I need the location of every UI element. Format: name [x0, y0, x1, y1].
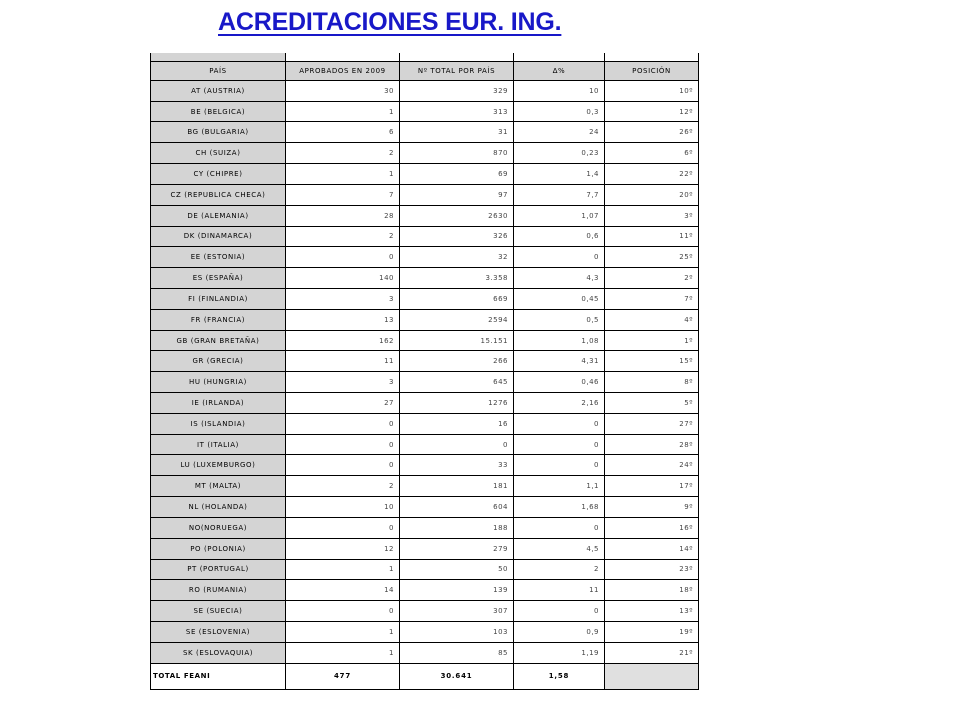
table-row — [151, 205, 699, 226]
table-row — [151, 351, 699, 372]
header-total-por-pais: Nº TOTAL POR PAÍS — [400, 62, 514, 81]
row-country: IT (ITALIA) — [151, 434, 286, 455]
row-delta-percent: 10 — [514, 80, 605, 101]
row-delta-percent: 0 — [514, 601, 605, 622]
row-posicion: 15º — [605, 351, 699, 372]
row-posicion: 17º — [605, 476, 699, 497]
table-row — [151, 309, 699, 330]
table-header-row — [151, 62, 699, 81]
row-delta-percent: 0,3 — [514, 101, 605, 122]
row-posicion: 8º — [605, 372, 699, 393]
row-total-por-pais: 188 — [400, 517, 514, 538]
row-total-por-pais: 3.358 — [400, 268, 514, 289]
row-delta-percent: 0 — [514, 517, 605, 538]
row-total-por-pais: 69 — [400, 164, 514, 185]
row-total-por-pais: 181 — [400, 476, 514, 497]
header-posicion: POSICIÓN — [605, 62, 699, 81]
row-aprobados: 0 — [286, 517, 400, 538]
row-aprobados: 12 — [286, 538, 400, 559]
row-country: BG (BULGARIA) — [151, 122, 286, 143]
total-delta-percent: 1,58 — [514, 663, 605, 689]
table-row — [151, 455, 699, 476]
row-total-por-pais: 870 — [400, 143, 514, 164]
row-total-por-pais: 31 — [400, 122, 514, 143]
row-posicion: 28º — [605, 434, 699, 455]
row-country: NL (HOLANDA) — [151, 497, 286, 518]
row-country: LU (LUXEMBURGO) — [151, 455, 286, 476]
header-aprobados: APROBADOS EN 2009 — [286, 62, 400, 81]
row-total-por-pais: 307 — [400, 601, 514, 622]
row-aprobados: 0 — [286, 601, 400, 622]
row-total-por-pais: 669 — [400, 288, 514, 309]
row-total-por-pais: 33 — [400, 455, 514, 476]
row-delta-percent: 0,6 — [514, 226, 605, 247]
row-aprobados: 1 — [286, 642, 400, 663]
table-row — [151, 538, 699, 559]
row-posicion: 22º — [605, 164, 699, 185]
row-total-por-pais: 139 — [400, 580, 514, 601]
row-aprobados: 2 — [286, 226, 400, 247]
table-row — [151, 122, 699, 143]
row-country: CZ (REPUBLICA CHECA) — [151, 184, 286, 205]
row-country: PO (POLONIA) — [151, 538, 286, 559]
table-row — [151, 80, 699, 101]
row-aprobados: 7 — [286, 184, 400, 205]
row-total-por-pais: 16 — [400, 413, 514, 434]
table-row — [151, 642, 699, 663]
row-posicion: 10º — [605, 80, 699, 101]
row-delta-percent: 0,46 — [514, 372, 605, 393]
row-delta-percent: 1,19 — [514, 642, 605, 663]
row-posicion: 4º — [605, 309, 699, 330]
row-country: MT (MALTA) — [151, 476, 286, 497]
table-row — [151, 330, 699, 351]
row-aprobados: 1 — [286, 621, 400, 642]
table-row — [151, 143, 699, 164]
row-country: FI (FINLANDIA) — [151, 288, 286, 309]
row-aprobados: 3 — [286, 288, 400, 309]
row-aprobados: 0 — [286, 247, 400, 268]
table-top-spacer — [151, 53, 699, 62]
row-total-por-pais: 2594 — [400, 309, 514, 330]
row-aprobados: 0 — [286, 413, 400, 434]
total-posicion — [605, 663, 699, 689]
row-delta-percent: 1,1 — [514, 476, 605, 497]
table-row — [151, 372, 699, 393]
row-total-por-pais: 97 — [400, 184, 514, 205]
row-total-por-pais: 313 — [400, 101, 514, 122]
row-delta-percent: 4,5 — [514, 538, 605, 559]
accreditation-table — [150, 53, 699, 690]
row-delta-percent: 4,3 — [514, 268, 605, 289]
table-row — [151, 621, 699, 642]
table-row — [151, 268, 699, 289]
row-posicion: 26º — [605, 122, 699, 143]
row-country: HU (HUNGRIA) — [151, 372, 286, 393]
row-delta-percent: 0 — [514, 413, 605, 434]
row-country: ES (ESPAÑA) — [151, 268, 286, 289]
row-total-por-pais: 85 — [400, 642, 514, 663]
row-aprobados: 13 — [286, 309, 400, 330]
table-row — [151, 247, 699, 268]
row-posicion: 25º — [605, 247, 699, 268]
row-country: DE (ALEMANIA) — [151, 205, 286, 226]
table-row — [151, 517, 699, 538]
row-total-por-pais: 329 — [400, 80, 514, 101]
row-country: IS (ISLANDIA) — [151, 413, 286, 434]
row-aprobados: 2 — [286, 476, 400, 497]
row-aprobados: 1 — [286, 101, 400, 122]
table-row — [151, 413, 699, 434]
table-row — [151, 288, 699, 309]
row-country: IE (IRLANDA) — [151, 393, 286, 414]
row-delta-percent: 11 — [514, 580, 605, 601]
row-posicion: 13º — [605, 601, 699, 622]
row-aprobados: 0 — [286, 434, 400, 455]
row-country: NO(NORUEGA) — [151, 517, 286, 538]
row-posicion: 14º — [605, 538, 699, 559]
row-total-por-pais: 103 — [400, 621, 514, 642]
table-row — [151, 164, 699, 185]
total-row — [151, 663, 699, 689]
table-row — [151, 101, 699, 122]
row-posicion: 18º — [605, 580, 699, 601]
row-posicion: 2º — [605, 268, 699, 289]
row-country: FR (FRANCIA) — [151, 309, 286, 330]
row-posicion: 6º — [605, 143, 699, 164]
row-total-por-pais: 326 — [400, 226, 514, 247]
row-delta-percent: 0 — [514, 247, 605, 268]
row-total-por-pais: 2630 — [400, 205, 514, 226]
row-delta-percent: 0,5 — [514, 309, 605, 330]
table-row — [151, 184, 699, 205]
table-row — [151, 580, 699, 601]
table-row — [151, 393, 699, 414]
row-total-por-pais: 32 — [400, 247, 514, 268]
table-row — [151, 434, 699, 455]
row-country: SK (ESLOVAQUIA) — [151, 642, 286, 663]
table-row — [151, 559, 699, 580]
table-row — [151, 601, 699, 622]
total-aprobados: 477 — [286, 663, 400, 689]
document-title: ACREDITACIONES EUR. ING. — [218, 8, 562, 36]
row-country: GB (GRAN BRETAÑA) — [151, 330, 286, 351]
row-posicion: 7º — [605, 288, 699, 309]
table-row — [151, 226, 699, 247]
row-posicion: 5º — [605, 393, 699, 414]
row-delta-percent: 0,9 — [514, 621, 605, 642]
row-total-por-pais: 279 — [400, 538, 514, 559]
row-total-por-pais: 645 — [400, 372, 514, 393]
row-country: EE (ESTONIA) — [151, 247, 286, 268]
row-delta-percent: 1,4 — [514, 164, 605, 185]
table-row — [151, 497, 699, 518]
row-delta-percent: 2 — [514, 559, 605, 580]
row-country: BE (BELGICA) — [151, 101, 286, 122]
row-posicion: 12º — [605, 101, 699, 122]
row-posicion: 16º — [605, 517, 699, 538]
row-total-por-pais: 50 — [400, 559, 514, 580]
row-delta-percent: 0 — [514, 455, 605, 476]
row-country: SE (SUECIA) — [151, 601, 286, 622]
row-delta-percent: 7,7 — [514, 184, 605, 205]
row-delta-percent: 0,23 — [514, 143, 605, 164]
row-aprobados: 3 — [286, 372, 400, 393]
row-aprobados: 1 — [286, 559, 400, 580]
row-country: CH (SUIZA) — [151, 143, 286, 164]
row-posicion: 20º — [605, 184, 699, 205]
row-posicion: 24º — [605, 455, 699, 476]
row-country: PT (PORTUGAL) — [151, 559, 286, 580]
row-aprobados: 28 — [286, 205, 400, 226]
row-total-por-pais: 604 — [400, 497, 514, 518]
row-total-por-pais: 15.151 — [400, 330, 514, 351]
row-delta-percent: 0,45 — [514, 288, 605, 309]
row-total-por-pais: 0 — [400, 434, 514, 455]
row-country: CY (CHIPRE) — [151, 164, 286, 185]
row-posicion: 9º — [605, 497, 699, 518]
table-row — [151, 476, 699, 497]
row-aprobados: 1 — [286, 164, 400, 185]
row-aprobados: 30 — [286, 80, 400, 101]
row-delta-percent: 2,16 — [514, 393, 605, 414]
row-posicion: 27º — [605, 413, 699, 434]
row-aprobados: 14 — [286, 580, 400, 601]
row-aprobados: 11 — [286, 351, 400, 372]
row-total-por-pais: 1276 — [400, 393, 514, 414]
total-label: TOTAL FEANI — [151, 663, 286, 689]
row-country: DK (DINAMARCA) — [151, 226, 286, 247]
row-posicion: 3º — [605, 205, 699, 226]
row-country: GR (GRECIA) — [151, 351, 286, 372]
row-posicion: 21º — [605, 642, 699, 663]
row-posicion: 19º — [605, 621, 699, 642]
row-aprobados: 0 — [286, 455, 400, 476]
row-aprobados: 140 — [286, 268, 400, 289]
row-delta-percent: 1,07 — [514, 205, 605, 226]
total-por-pais: 30.641 — [400, 663, 514, 689]
row-delta-percent: 0 — [514, 434, 605, 455]
row-posicion: 11º — [605, 226, 699, 247]
row-delta-percent: 24 — [514, 122, 605, 143]
row-country: RO (RUMANIA) — [151, 580, 286, 601]
row-aprobados: 162 — [286, 330, 400, 351]
row-delta-percent: 4,31 — [514, 351, 605, 372]
row-aprobados: 6 — [286, 122, 400, 143]
row-delta-percent: 1,08 — [514, 330, 605, 351]
row-posicion: 23º — [605, 559, 699, 580]
row-total-por-pais: 266 — [400, 351, 514, 372]
row-country: AT (AUSTRIA) — [151, 80, 286, 101]
row-country: SE (ESLOVENIA) — [151, 621, 286, 642]
row-aprobados: 10 — [286, 497, 400, 518]
row-aprobados: 2 — [286, 143, 400, 164]
row-delta-percent: 1,68 — [514, 497, 605, 518]
row-posicion: 1º — [605, 330, 699, 351]
header-delta-percent: ∆% — [514, 62, 605, 81]
row-aprobados: 27 — [286, 393, 400, 414]
header-pais: PAÍS — [151, 62, 286, 81]
